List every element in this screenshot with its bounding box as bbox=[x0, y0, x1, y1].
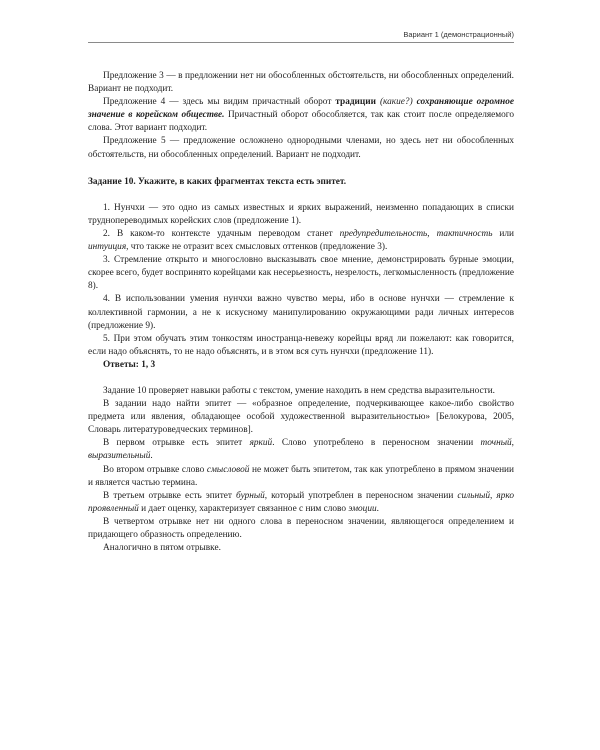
text-run: . Слово употреблено в переносном значении bbox=[272, 438, 481, 449]
text-run: Задание 10 проверяет навыки работы с текстом, умение находить в нем средства выразительности. bbox=[103, 385, 496, 396]
text-run: предупредительность bbox=[339, 228, 428, 239]
text-run: (какие?) bbox=[375, 97, 417, 108]
analysis-paragraph bbox=[88, 516, 514, 542]
text-run: , bbox=[511, 438, 514, 449]
analysis-paragraph bbox=[88, 490, 514, 516]
text-run: выразительный bbox=[88, 451, 151, 462]
text-run: Во втором отрывке слово bbox=[103, 464, 207, 475]
task-option bbox=[88, 202, 514, 228]
running-title: Вариант 1 (демонстрационный) bbox=[403, 30, 514, 39]
text-run: В задании надо найти эпитет — «образное определение, подчеркивающее какое-либо свойство предмета или явления, обладающее особой художественной выразительностью» [Белокурова, 2005, Словарь литературоведческих терминов]. bbox=[88, 399, 514, 436]
analysis-paragraph bbox=[88, 398, 514, 437]
text-run: тактичность bbox=[436, 228, 493, 239]
analysis-bottom bbox=[88, 385, 514, 555]
text-run: сохраняющие огромное значение в корейском обществе. bbox=[88, 97, 514, 121]
text-run: 1. Нунчхи — это одно из самых известных и ярких выражений, неизменно попадающих в списки труднопереводимых корейских слов (предложение 1). bbox=[88, 202, 514, 226]
text-run: 4. В использовании умения нунчхи важно чувство меры, ибо в основе нунчхи — стремление к коллективной гармонии, а не к искусному манипулированию окружающими ради личных интересов (предложение 9). bbox=[88, 294, 514, 331]
text-run: В четвертом отрывке нет ни одного слова в переносном значении, являющегося определением и придающего образность определению. bbox=[88, 516, 514, 540]
text-run: точный bbox=[480, 438, 512, 449]
text-run: Предложение 5 — предложение осложнено однородными членами, но здесь нет ни обособленных обстоятельств, ни обособленных определений. Вариант не подходит. bbox=[88, 136, 514, 160]
text-run: 3. Стремление открыто и многословно высказывать свое мнение, демонстрировать бурные эмоции, скорее всего, будет воспринято корейцами как несерьезность, незрелость, легкомысленность (предложение 8). bbox=[88, 255, 514, 292]
text-run: Предложение 3 — в предложении нет ни обособленных обстоятельств, ни обособленных определений. Вариант не подходит. bbox=[88, 71, 514, 95]
text-run: сильный bbox=[457, 490, 491, 501]
text-run: или bbox=[492, 228, 514, 239]
task-option bbox=[88, 228, 514, 254]
task-option bbox=[88, 293, 514, 332]
text-run: , bbox=[490, 490, 497, 501]
text-run: Аналогично в пятом отрывке. bbox=[103, 543, 221, 554]
text-run: Предложение 4 — здесь мы видим причастный оборот bbox=[103, 97, 336, 108]
text-run: интуиция bbox=[88, 242, 127, 253]
text-run: яркий bbox=[249, 438, 273, 449]
analysis-paragraph bbox=[88, 135, 514, 161]
text-run: , bbox=[427, 228, 437, 239]
task-option bbox=[88, 333, 514, 359]
section-gap bbox=[88, 372, 514, 385]
analysis-paragraph bbox=[88, 96, 514, 135]
text-run: не может быть эпитетом, так как употреблено в прямом значении и является частью термина. bbox=[88, 464, 514, 488]
text-run: смысловой bbox=[206, 464, 250, 475]
analysis-paragraph bbox=[88, 464, 514, 490]
text-run: В первом отрывке есть эпитет bbox=[103, 438, 250, 449]
analysis-paragraph bbox=[88, 437, 514, 463]
running-header bbox=[88, 30, 514, 43]
text-run: , что также не отразит всех смысловых оттенков (предложение 3). bbox=[126, 242, 388, 253]
task-answer: Ответы: 1, 3 bbox=[103, 359, 156, 370]
text-run: . bbox=[376, 503, 379, 514]
analysis-paragraph bbox=[88, 70, 514, 96]
task-option bbox=[88, 254, 514, 293]
page-content bbox=[88, 70, 514, 555]
analysis-top bbox=[88, 70, 514, 162]
text-run: эмоции bbox=[348, 503, 377, 514]
text-run: ярко проявленный bbox=[88, 490, 514, 514]
text-run: традиции bbox=[335, 97, 376, 108]
text-run: В третьем отрывке есть эпитет bbox=[103, 490, 237, 501]
text-run: . bbox=[150, 451, 153, 462]
text-run: и дает оценку, характеризует связанное с ним слово bbox=[138, 503, 349, 514]
text-run: 5. При этом обучать этим тонкостям иностранца-невежу корейцы вряд ли пожелают: как говорится, если надо объяснять, то не надо объяснять, и в этом вся суть нунчхи (предложение 11). bbox=[88, 333, 514, 357]
text-run: 2. В каком-то контексте удачным переводом станет bbox=[103, 228, 340, 239]
analysis-paragraph bbox=[88, 385, 514, 398]
text-run: , который употреблен в переносном значении bbox=[264, 490, 458, 501]
task-options bbox=[88, 202, 514, 372]
analysis-paragraph bbox=[88, 542, 514, 555]
text-run: бурный bbox=[236, 490, 265, 501]
text-run: Причастный оборот обособляется, так как стоит после определяемого слова. Этот вариант подходит. bbox=[88, 110, 515, 134]
task-title: Задание 10. Укажите, в каких фрагментах текста есть эпитет. bbox=[88, 176, 347, 187]
